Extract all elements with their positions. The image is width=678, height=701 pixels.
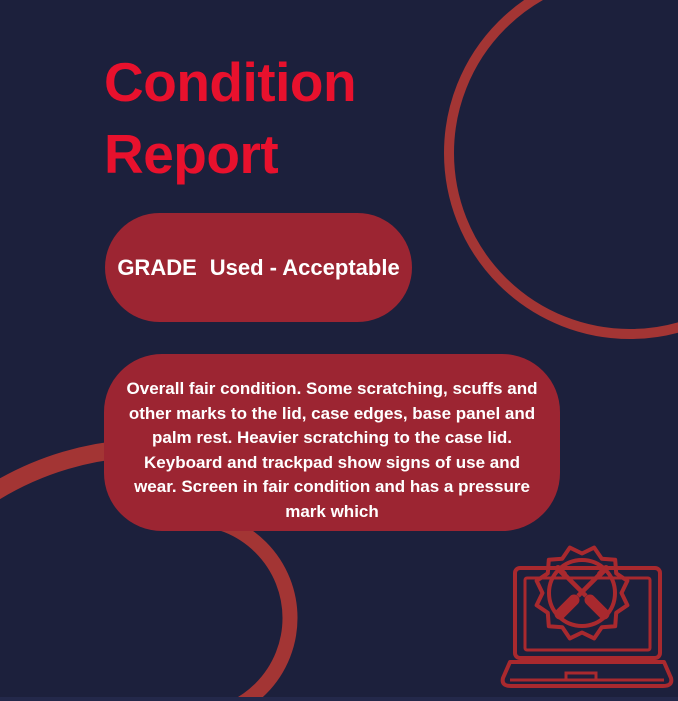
condition-line: Keyboard and trackpad show signs of use and xyxy=(144,452,520,472)
crossed-screwdrivers-icon xyxy=(558,568,606,614)
page-title-line-1: Condition xyxy=(104,51,357,113)
grade-label: GRADE xyxy=(117,254,197,280)
condition-description-box xyxy=(104,354,560,531)
condition-line: other marks to the lid, case edges, base panel and xyxy=(128,403,536,423)
page-title xyxy=(104,46,356,190)
page-title-line-2: Report xyxy=(104,123,279,185)
decor-arc-bottom-icon xyxy=(190,518,290,701)
condition-line: mark which xyxy=(285,501,379,521)
laptop-base-notch xyxy=(566,673,596,680)
condition-line: Overall fair condition. Some scratching, scuffs and xyxy=(126,379,538,398)
condition-line: wear. Screen in fair condition and has a pressure xyxy=(134,477,530,496)
laptop-repair-icon xyxy=(490,540,678,698)
decor-circle-top-right-icon xyxy=(449,0,678,334)
bottom-edge-strip xyxy=(0,697,678,701)
condition-line: palm rest. Heavier scratching to the case lid. xyxy=(152,428,512,447)
grade-pill xyxy=(105,213,412,322)
grade-value: Used - Acceptable xyxy=(209,254,400,280)
